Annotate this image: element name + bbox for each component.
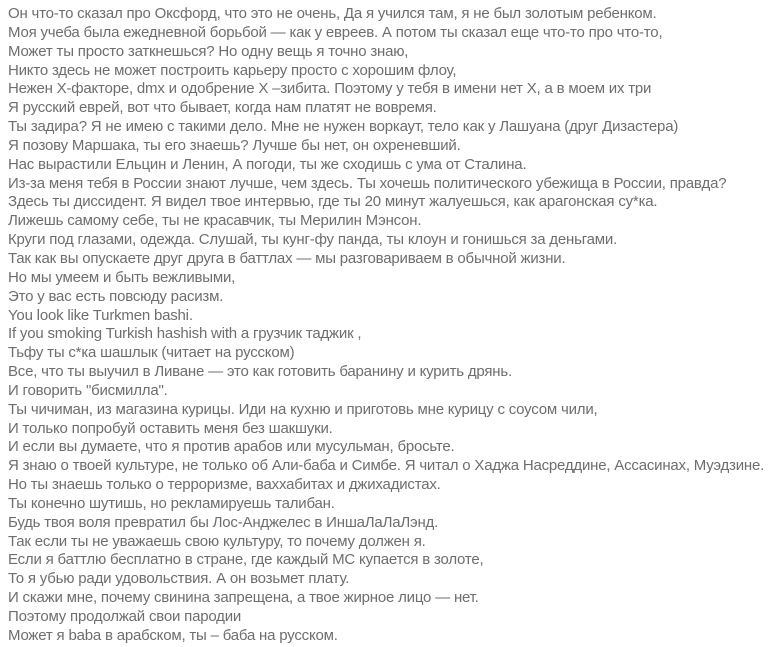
text-line: You look like Turkmen bashi. xyxy=(8,306,193,324)
text-line: Так как вы опускаете друг друга в баттлах — мы разговариваем в обычной жизни. xyxy=(8,249,566,267)
text-line: Это у вас есть повсюду расизм. xyxy=(8,287,224,305)
text-line: Если я баттлю бесплатно в стране, где каждый МС купается в золоте, xyxy=(8,551,484,569)
text-line: То я убью ради удовольствия. А он возьмет плату. xyxy=(8,570,350,588)
text-line: Я знаю о твоей культуре, не только об Али-баба и Симбе. Я читал о Хаджа Насреддине, Ассасинах, Муэдзине. xyxy=(8,457,765,475)
text-line: Никто здесь не может построить карьеру просто с хорошим флоу, xyxy=(8,61,457,79)
text-line: Я русский еврей, вот что бывает, когда нам платят не вовремя. xyxy=(8,99,437,117)
text-line: Ты конечно шутишь, но рекламируешь талибан. xyxy=(8,494,335,512)
text-line: Он что-то сказал про Оксфорд, что это не очень, Да я учился там, я не был золотым ребенком. xyxy=(8,5,657,22)
text-line: Но мы умеем и быть вежливыми, xyxy=(8,268,236,286)
text-line: Ты чичиман, из магазина курицы. Иди на кухню и приготовь мне курицу с соусом чили, xyxy=(8,400,598,418)
text-line: Я позову Маршака, ты его знаешь? Лучше бы нет, он охреневший. xyxy=(8,136,461,154)
text-line: И скажи мне, почему свинина запрещена, а твое жирное лицо — нет. xyxy=(8,589,479,607)
text-line: Тьфу ты с*ка шашлык (читает на русском) xyxy=(8,344,295,362)
text-line: Моя учеба была ежедневной борьбой — как у евреев. А потом ты сказал еще что-то про что-то, xyxy=(8,23,663,41)
text-line: Нежен X-факторе, dmx и одобрение X –зибита. Поэтому у тебя в имени нет X, а в моем их три xyxy=(8,80,652,98)
text-line: Может я baba в арабском, ты – баба на русском. xyxy=(8,626,338,644)
text-line: Здесь ты диссидент. Я видел твое интервью, где ты 20 минут жалуешься, как арагонская су*ка. xyxy=(8,193,658,211)
text-line: Из-за меня тебя в России знают лучше, чем здесь. Ты хочешь политического убежища в России, правда? xyxy=(8,174,727,192)
text-line: Лижешь самому себе, ты не красавчик, ты Мерилин Мэнсон. xyxy=(8,212,422,230)
text-line: Так если ты не уважаешь свою культуру, то почему должен я. xyxy=(8,532,426,550)
text-line: Может ты просто заткнешься? Но одну вещь я точно знаю, xyxy=(8,42,409,60)
text-line: И если вы думаете, что я против арабов или мусульман, бросьте. xyxy=(8,438,455,456)
text-line: Нас вырастили Ельцин и Ленин, А погоди, ты же сходишь с ума от Сталина. xyxy=(8,155,527,173)
text-line: Круги под глазами, одежда. Слушай, ты кунг-фу панда, ты клоун и гонишься за деньгами. xyxy=(8,231,618,249)
text-line: Но ты знаешь только о терроризме, ваххабитах и джихадистах. xyxy=(8,476,441,494)
text-line: И говорить "бисмилла". xyxy=(8,381,168,399)
text-line: И только попробуй оставить меня без шакшуки. xyxy=(8,419,333,437)
text-line: Ты задира? Я не имею с такими дело. Мне не нужен воркаут, тело как у Лашуана (друг Дизастера) xyxy=(8,118,679,136)
text-line: Все, что ты выучил в Ливане — это как готовить баранину и курить дрянь. xyxy=(8,363,512,381)
text-line: If you smoking Turkish hashish with a грузчик таджик , xyxy=(8,325,362,343)
text-line: Поэтому продолжай свои пародии xyxy=(8,608,242,625)
text-line: Будь твоя воля превратил бы Лос-Анджелес в ИншаЛаЛаЛэнд. xyxy=(8,513,439,531)
